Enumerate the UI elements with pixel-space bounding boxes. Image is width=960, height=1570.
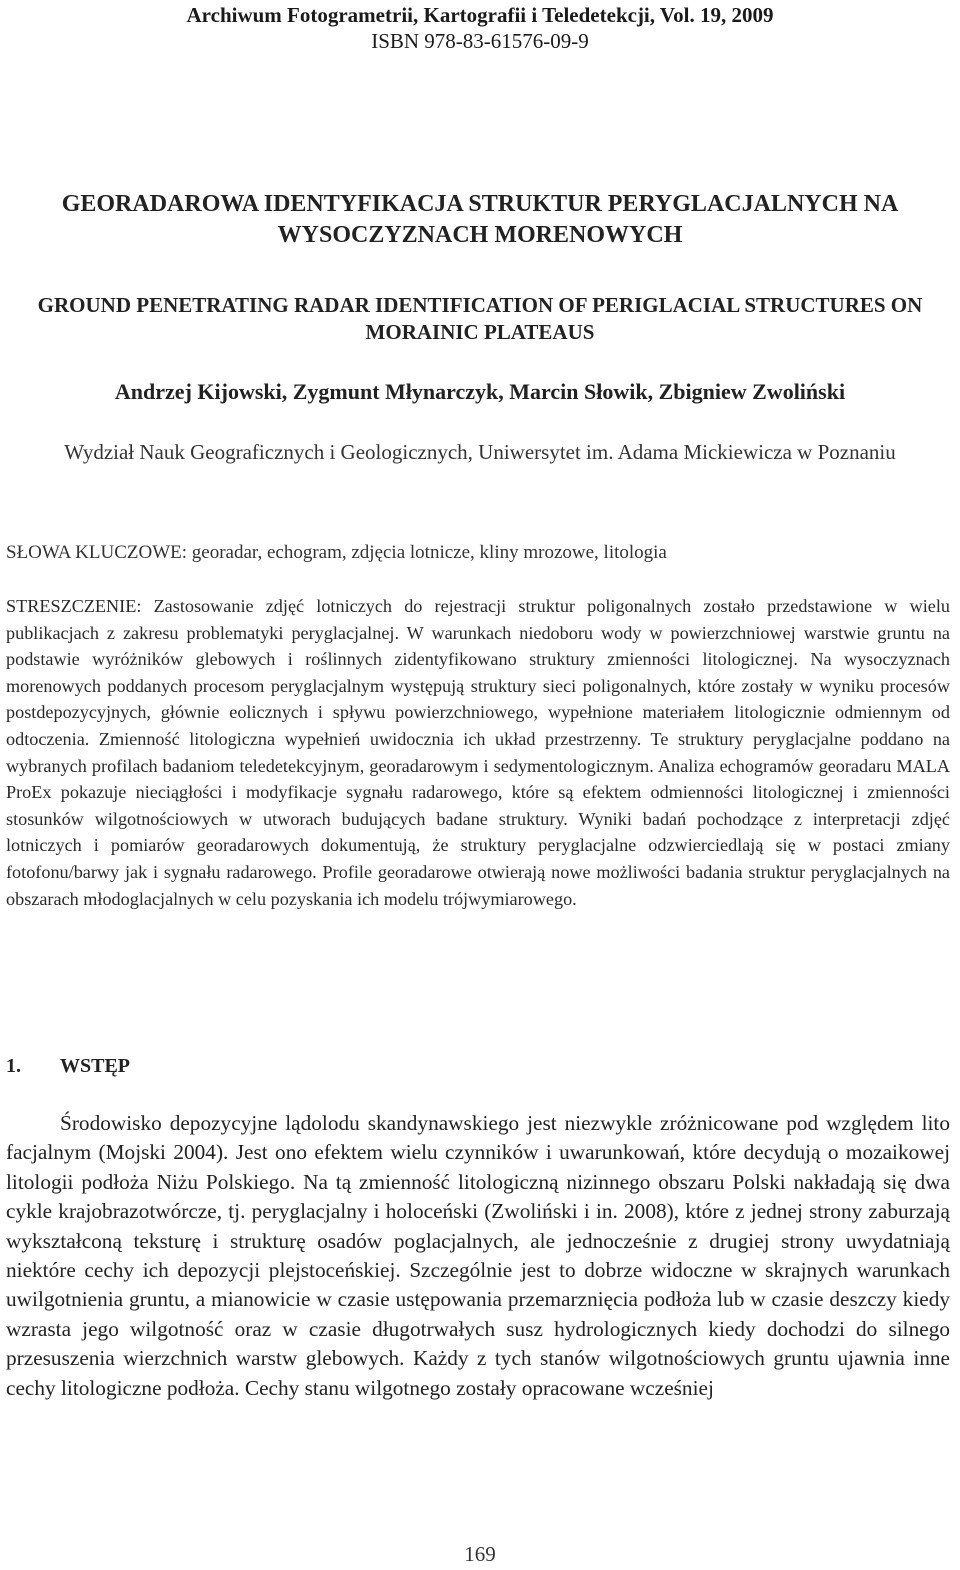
introduction-paragraph: Środowisko depozycyjne lądolodu skandynawskiego jest niezwykle zróżnicowane pod względem lito facjalnym (Mojski 2004). Jest ono efektem wielu czynników i uwarunkowań, które decydują o mozaikowej litologii podłoża Niżu Polskiego. Na tą zmienność litologiczną nizinnego obszaru Polski nakładają się dwa cykle krajobrazotwórcze, tj. peryglacjalny i holoceński (Zwoliński i in. 2008), które z jednej strony zaburzają wykształconą teksturę i strukturę osadów poglacjalnych, ale jednocześnie z drugiej strony uwydatniają niektóre cechy ich depozycji plejstoceńskiej. Szczególnie jest to dobrze widoczne w skrajnych warunkach uwilgotnienia gruntu, a mianowicie w czasie ustępowania przemarznięcia podłoża lub w czasie deszczy kiedy wzrasta jego wilgotność oraz w czasie długotrwałych susz hydrologicznych kiedy dochodzi do silnego przesuszenia wierzchnich warstw glebowych. Każdy z tych stanów wilgotnościowych gruntu ujawnia inne cechy litologiczne podłoża. Cechy stanu wilgotnego zostały opracowane wcześniej (6, 1111, 950, 1400)
section-title: WSTĘP (60, 1055, 131, 1077)
page-number: 169 (464, 1542, 496, 1566)
section-number: 1. (6, 1055, 21, 1077)
abstract: STRESZCZENIE: Zastosowanie zdjęć lotniczych do rejestracji struktur poligonalnych zostało przedstawione w wielu publikacjach z zakresu problematyki peryglacjalnej. W warunkach niedoboru wody w powierzchniowej warstwie gruntu na podstawie wyróżników glebowych i roślinnych zidentyfikowano struktury zmienności litologicznej. Na wysoczyznach morenowych poddanych procesom peryglacjalnym występują struktury sieci poligonalnych, które zostały w wyniku procesów postdepozycyjnych, głównie eolicznych i spływu powierzchniowego, wypełnione materiałem litologicznie odmiennym od odtoczenia. Zmienność litologiczna wypełnień uwidocznia ich układ przestrzenny. Te struktury peryglacjalne poddano na wybranych profilach badaniom teledetekcyjnym, georadarowym i sedymentologicznym. Analiza echogramów georadaru MALA ProEx pokazuje nieciągłości i modyfikacje sygnału radarowego, które są efektem odmienności litologicznej i zmienności stosunków wilgotnościowych w utworach budujących badane struktury. Wyniki badań pochodzące z interpretacji zdjęć lotniczych i pomiarów georadarowych dokumentują, że struktury peryglacjalne odzwierciedlają się w postaci zmiany fotofonu/barwy jak i sygnału radarowego. Profile georadarowe otwierają nowe możliwości badania struktur peryglacjalnych na obszarach młodoglacjalnych w celu pozyskania ich modelu trójwymiarowego. (6, 596, 950, 909)
isbn-line: ISBN 978-83-61576-09-9 (371, 29, 589, 53)
author-list: Andrzej Kijowski, Zygmunt Młynarczyk, Marcin Słowik, Zbigniew Zwoliński (114, 379, 846, 404)
journal-header (0, 2, 960, 54)
journal-name: Archiwum Fotogrametrii, Kartografii i Teledetekcji, Vol. 19, 2009 (186, 3, 774, 27)
affiliation: Wydział Nauk Geograficznych i Geologicznych, Uniwersytet im. Adama Mickiewicza w Poznaniu (64, 440, 896, 464)
paper-title-english: GROUND PENETRATING RADAR IDENTIFICATION OF PERIGLACIAL STRUCTURES ON MORAINIC PLATEAUS (37, 293, 923, 344)
paper-title-polish: GEORADAROWA IDENTYFIKACJA STRUKTUR PERYGLACJALNYCH NA WYSOCZYZNACH MORENOWYCH (61, 191, 899, 248)
keywords: SŁOWA KLUCZOWE: georadar, echogram, zdjęcia lotnicze, kliny mrozowe, litologia (6, 542, 667, 563)
section-heading (6, 1053, 130, 1079)
